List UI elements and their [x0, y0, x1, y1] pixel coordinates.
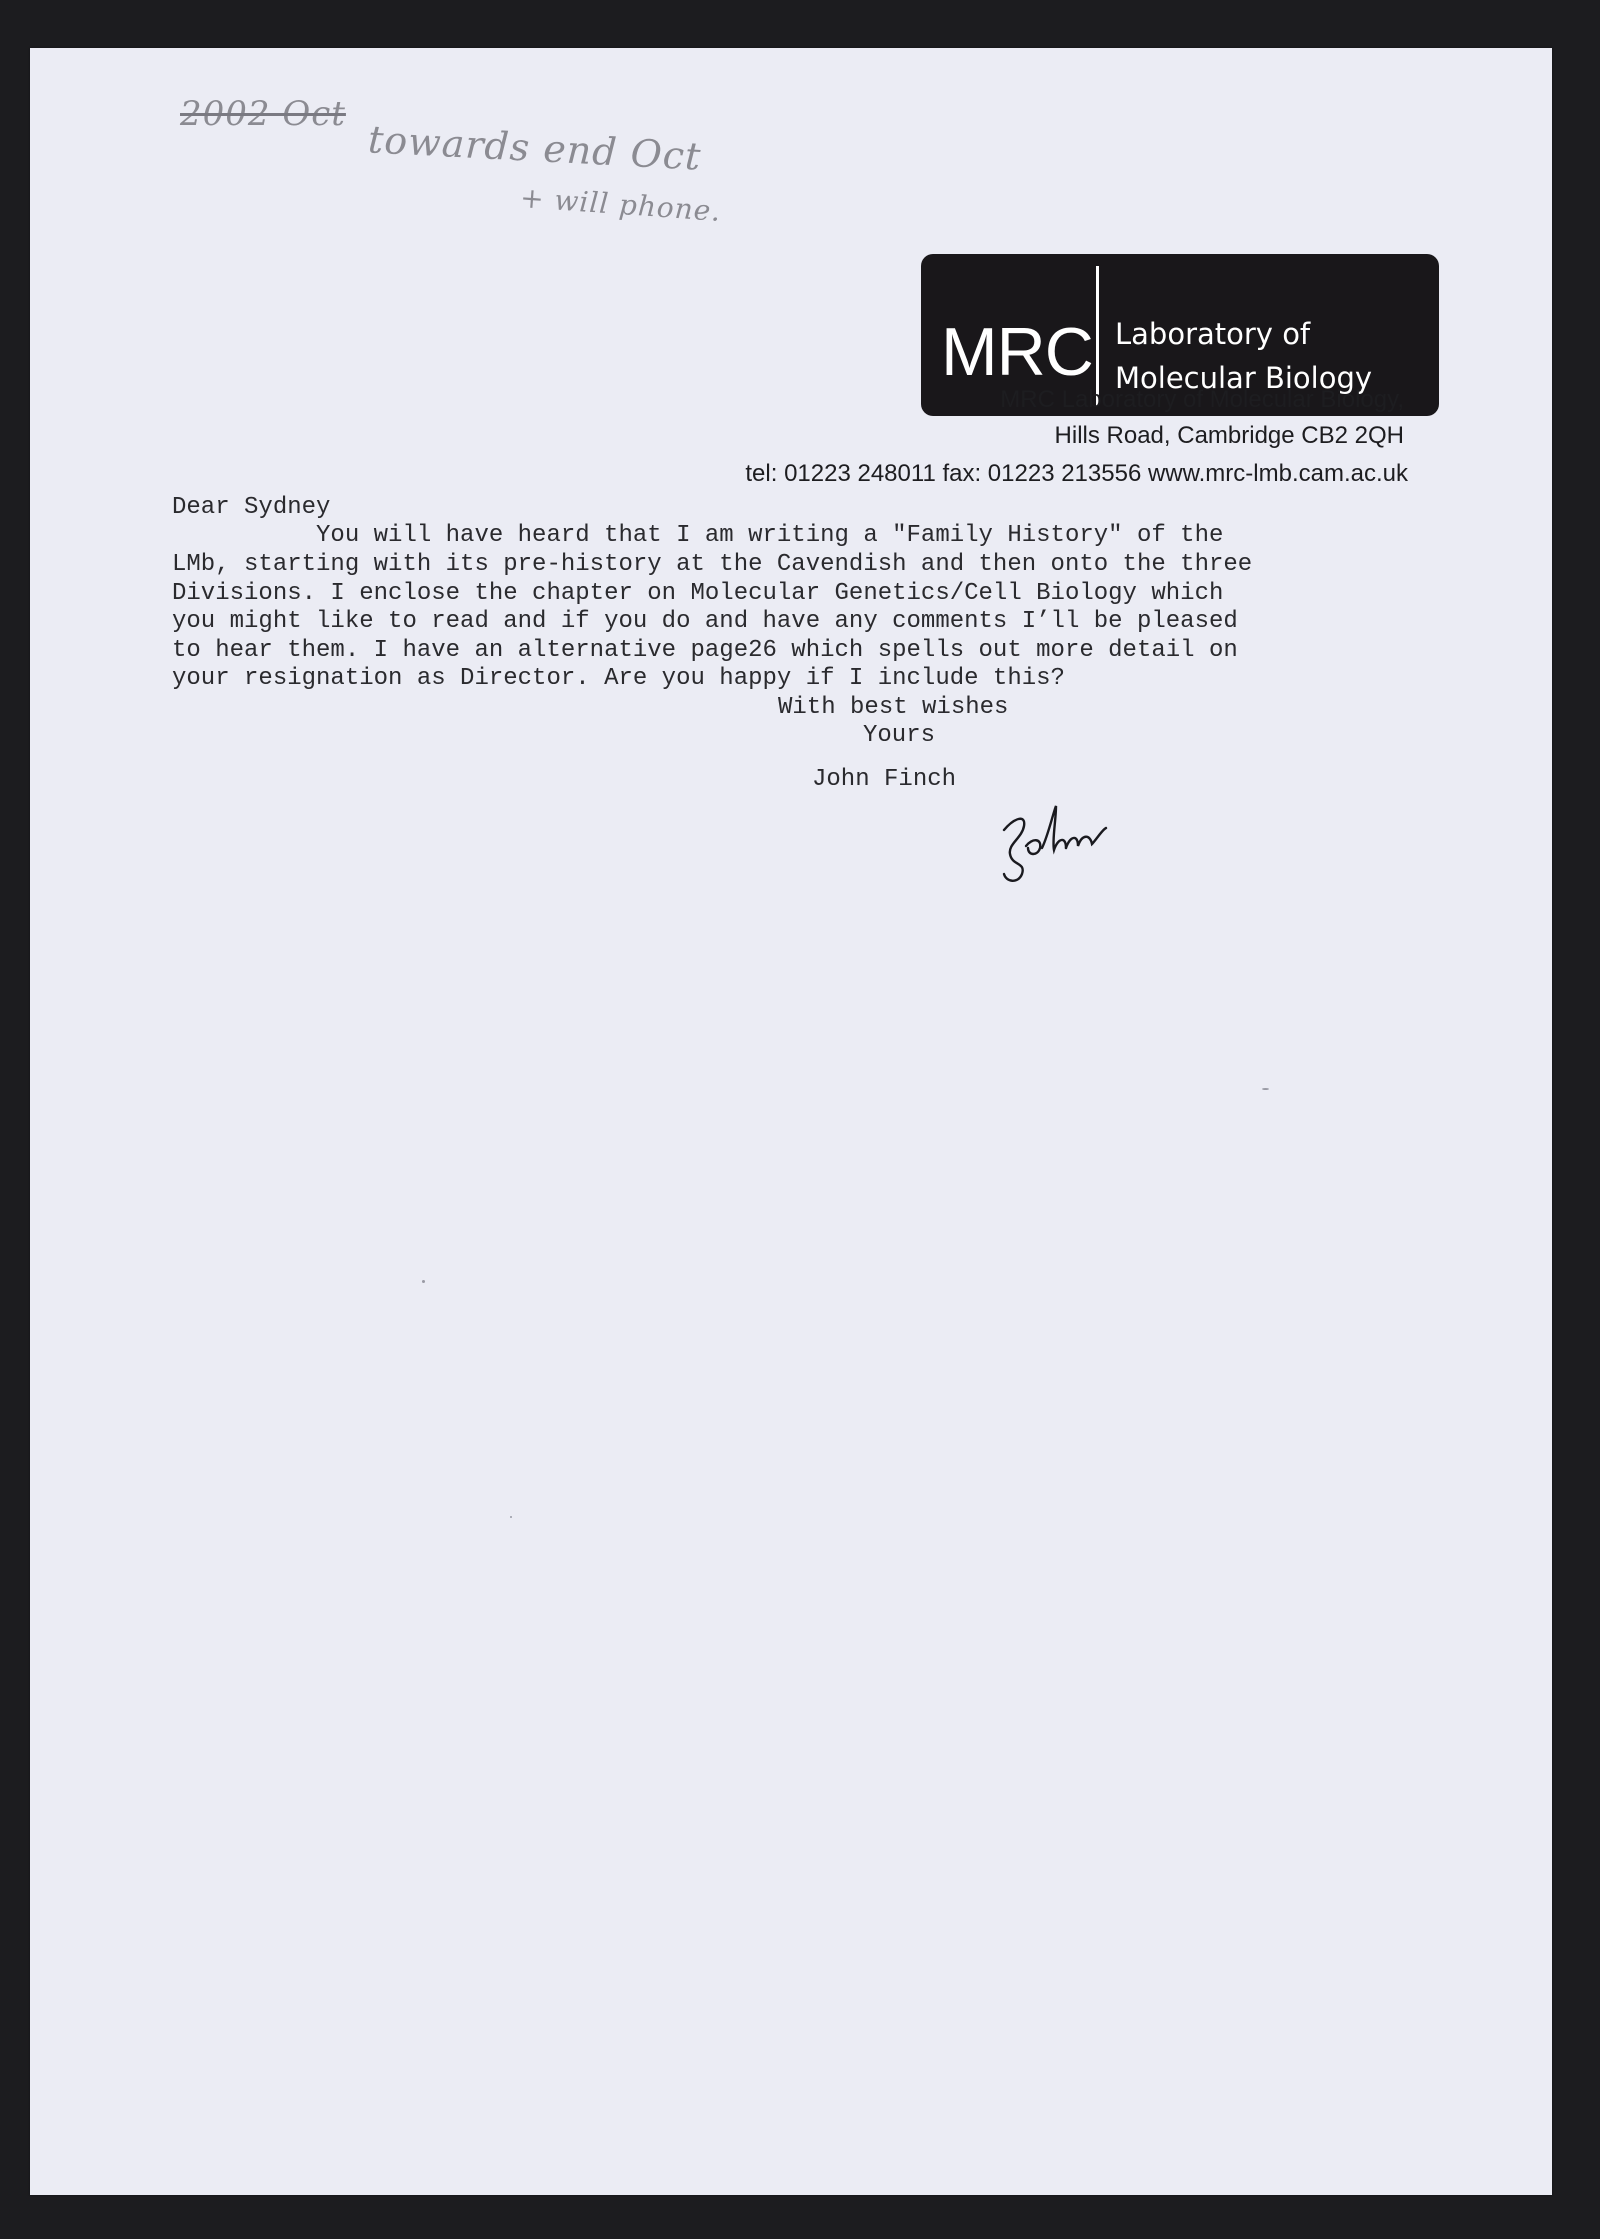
paper-speck: [510, 1516, 512, 1518]
logo-text-line2: Molecular Biology: [1115, 361, 1373, 395]
contact-line: tel: 01223 248011 fax: 01223 213556 www.mrc-lmb.cam.ac.uk: [745, 460, 1408, 487]
body-line-2: LMb, starting with its pre-history at the Cavendish and then onto the three: [172, 551, 1253, 578]
closing-yours: Yours: [863, 722, 936, 749]
salutation: Dear Sydney: [172, 494, 331, 521]
logo-divider: [1096, 266, 1099, 406]
paper-speck: [422, 1280, 425, 1283]
handwritten-signature: [996, 800, 1136, 890]
address-line1: MRC Laboratory of Molecular Biology,: [1000, 386, 1404, 413]
logo-acronym: MRC: [941, 314, 1093, 390]
body-line-5: to hear them. I have an alternative page26 which spells out more detail on: [172, 637, 1238, 664]
handwritten-note-line1: towards end Oct: [367, 117, 703, 179]
body-line-1: You will have heard that I am writing a "Family History" of the: [172, 522, 1224, 549]
logo-text-line1: Laboratory of: [1115, 317, 1311, 351]
body-line-6: your resignation as Director. Are you happy if I include this?: [172, 665, 1065, 692]
handwritten-note-line2: + will phone.: [519, 181, 723, 228]
typed-name: John Finch: [812, 766, 957, 793]
body-line-3: Divisions. I enclose the chapter on Molecular Genetics/Cell Biology which: [172, 580, 1224, 607]
closing: With best wishes: [778, 694, 1009, 721]
handwritten-corner-note: 2002 Oct: [180, 94, 346, 134]
paper-sheet: [30, 48, 1552, 2195]
paper-speck: [1262, 1088, 1269, 1090]
address-line2: Hills Road, Cambridge CB2 2QH: [1054, 422, 1404, 449]
body-line-4: you might like to read and if you do and have any comments I’ll be pleased: [172, 608, 1238, 635]
